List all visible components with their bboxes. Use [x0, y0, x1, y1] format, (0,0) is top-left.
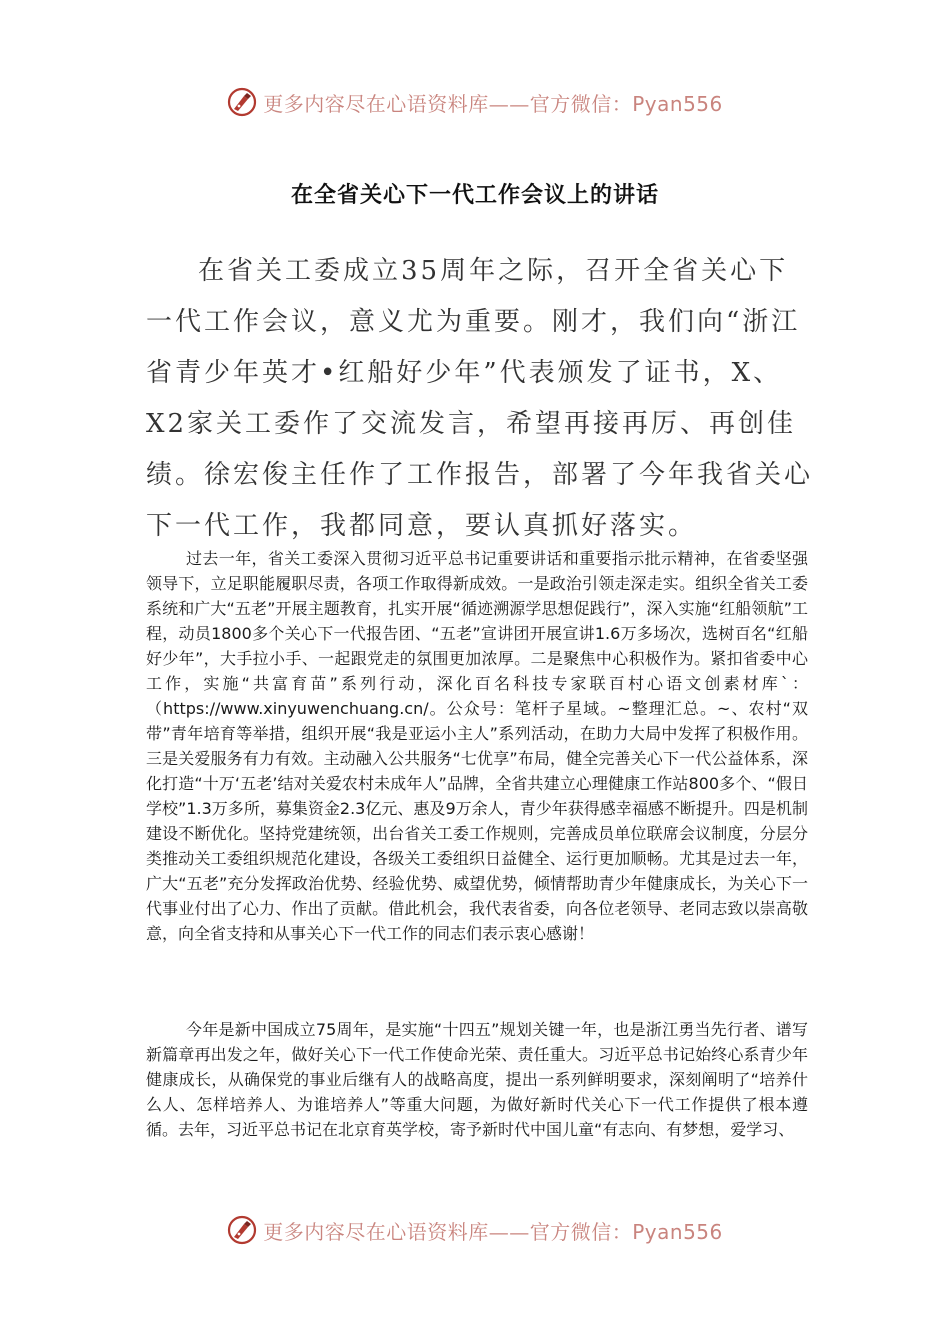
wechat-id: Pyan556 [632, 91, 723, 116]
banner-text: 更多内容尽在心语资料库——官方微信：Pyan556 [263, 91, 723, 116]
banner-text: 更多内容尽在心语资料库——官方微信：Pyan556 [263, 1219, 723, 1244]
footer-banner [0, 1210, 950, 1250]
header-banner [0, 82, 950, 122]
body-paragraph-1: 过去一年，省关工委深入贯彻习近平总书记重要讲话和重要指示批示精神，在省委坚强领导下，立足职能履职尽责，各项工作取得新成效。一是政治引领走深走实。组织全省关工委系统和广大“五老”开展主题教育，扎实开展“循迹溯源学思想促践行”，深入实施“红船领航”工程，动员1800多个关心下一代报告团、“五老”宣讲团开展宣讲1.6万多场次，选树百名“红船好少年”，大手拉小手、一起跟党走的氛围更加浓厚。二是聚焦中心积极作为。紧扣省委中心工作，实施“共富育苗”系列行动，深化百名科技专家联百村心语文创素材库`：（https://www.xinyuwenchuang.cn/。公众号：笔杆子星域。~整理汇总。~、农村“双带”青年培育等举措，组织开展“我是亚运小主人”系列活动，在助力大局中发挥了积极作用。三是关爱服务有力有效。主动融入公共服务“七优享”布局，健全完善关心下一代公益体系，深化打造“十万‘五老’结对关爱农村未成年人”品牌，全省共建立心理健康工作站800多个、“假日学校”1.3万多所，募集资金2.3亿元、惠及9万余人，青少年获得感幸福感不断提升。四是机制建设不断优化。坚持党建统领，出台省关工委工作规则，完善成员单位联席会议制度，分层分类推动关工委组织规范化建设，各级关工委组织日益健全、运行更加顺畅。尤其是过去一年，广大“五老”充分发挥政治优势、经验优势、威望优势，倾情帮助青少年健康成长，为关心下一代事业付出了心力、作出了贡献。借此机会，我代表省委，向各位老领导、老同志致以崇高敬意，向全省支持和从事关心下一代工作的同志们表示衷心感谢！ [146, 549, 808, 943]
pen-nib-logo-icon [227, 1215, 257, 1245]
body-paragraph-2: 今年是新中国成立75周年，是实施“十四五”规划关键一年，也是浙江勇当先行者、谱写新篇章再出发之年，做好关心下一代工作使命光荣、责任重大。习近平总书记始终心系青少年健康成长，从确保党的事业后继有人的战略高度，提出一系列鲜明要求，深刻阐明了“培养什么人、怎样培养人、为谁培养人”等重大问题，为做好新时代关心下一代工作提供了根本遵循。去年，习近平总书记在北京育英学校，寄予新时代中国儿童“有志向、有梦想，爱学习、 [146, 1020, 808, 1139]
document-title: 在全省关心下一代工作会议上的讲话 [290, 183, 659, 208]
pen-nib-logo-icon [227, 87, 257, 117]
wechat-id: Pyan556 [632, 1219, 723, 1244]
lead-paragraph: 在省关工委成立35周年之际，召开全省关心下一代工作会议，意义尤为重要。刚才，我们向“浙江省青少年英才•红船好少年”代表颁发了证书，X、X2家关工委作了交流发言，希望再接再厉、再创佳绩。徐宏俊主任作了工作报告，部署了今年我省关心下一代工作，我都同意，要认真抓好落实。 [146, 256, 814, 541]
